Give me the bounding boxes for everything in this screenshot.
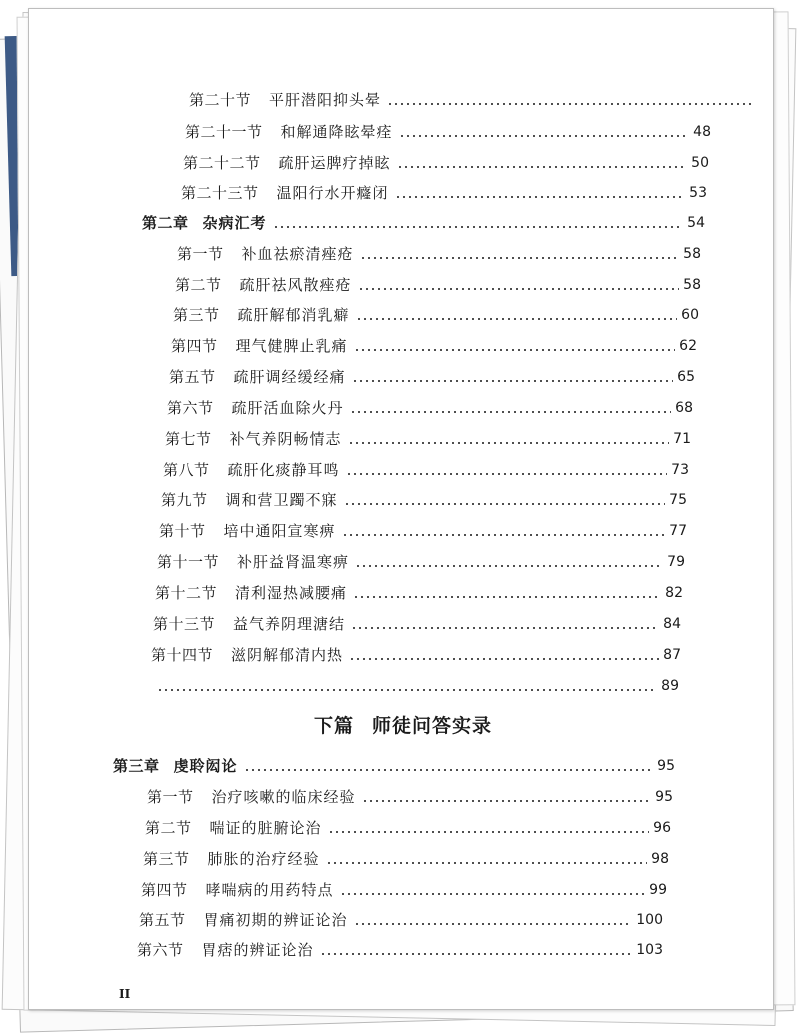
toc-section-number: 第六节 [167, 399, 214, 417]
toc-entry[interactable] [163, 461, 689, 479]
toc-section-title: 清利湿热减腰痛 [235, 584, 348, 602]
toc-section-title: 疏肝活血除火丹 [231, 399, 344, 417]
toc-leader-dots [351, 627, 659, 629]
toc-page-number: 99 [649, 882, 667, 898]
toc-section-number: 第二十节 [189, 91, 252, 109]
toc-chapter-number: 第三章 [113, 757, 160, 775]
toc-leader-dots [346, 473, 668, 475]
toc-entry[interactable] [169, 368, 695, 386]
toc-page-number: 75 [669, 492, 687, 508]
toc-entry[interactable] [165, 430, 691, 448]
toc-page-number: 79 [667, 554, 685, 570]
toc-entry[interactable] [161, 491, 687, 509]
toc-section-number: 第二十三节 [181, 184, 259, 202]
toc-entry[interactable] [139, 911, 663, 929]
toc-section-number: 第一节 [177, 245, 224, 263]
toc-leader-dots [273, 226, 684, 228]
toc-section-number: 第一节 [147, 788, 194, 806]
toc-leader-dots [353, 596, 661, 598]
toc-section-number: 第三节 [173, 306, 220, 324]
toc-leader-dots [355, 565, 663, 567]
toc-page-number: 65 [677, 369, 695, 385]
toc-chapter-title: 杂病汇考 [202, 214, 267, 232]
toc-entry[interactable] [141, 881, 667, 899]
toc-entry-continuation[interactable] [151, 677, 679, 695]
toc-section-title: 理气健脾止乳痛 [235, 337, 348, 355]
toc-section-number: 第十节 [159, 522, 206, 540]
toc-page-number: 98 [651, 851, 669, 867]
toc-entry[interactable] [189, 91, 759, 109]
toc-page-number: 50 [691, 155, 709, 171]
page-folio: II [119, 987, 131, 1001]
toc-section-number: 第五节 [169, 368, 216, 386]
toc-leader-dots [344, 503, 666, 505]
toc-leader-dots [387, 103, 755, 105]
toc-page-number: 96 [653, 820, 671, 836]
toc-page-number: 84 [663, 616, 681, 632]
toc-page-number: 71 [673, 431, 691, 447]
toc-page-number: 54 [687, 215, 705, 231]
toc-leader-dots [360, 257, 680, 259]
toc-section-title: 肺胀的治疗经验 [207, 850, 320, 868]
toc-page-number: 95 [655, 789, 673, 805]
toc-section-number: 第二十二节 [183, 154, 261, 172]
toc-entry[interactable] [157, 553, 685, 571]
toc-leader-dots [350, 411, 672, 413]
toc-leader-dots [348, 442, 670, 444]
toc-entry[interactable] [151, 646, 681, 664]
toc-leader-dots [356, 318, 678, 320]
toc-page-number: 95 [657, 758, 675, 774]
toc-leader-dots [320, 953, 633, 955]
toc-leader-dots [157, 689, 657, 691]
toc-section-title: 平肝潜阳抑头晕 [269, 91, 382, 109]
toc-entry[interactable] [171, 337, 697, 355]
toc-section-title: 疏肝解郁消乳癖 [237, 306, 350, 324]
toc-section-title: 疏肝祛风散痤疮 [239, 276, 352, 294]
toc-entry[interactable] [167, 399, 693, 417]
toc-leader-dots [395, 196, 686, 198]
toc-section-title: 补气养阴畅情志 [229, 430, 342, 448]
toc-page-number: 100 [636, 912, 663, 928]
toc-section-number: 第二十一节 [185, 123, 263, 141]
toc-section-title: 益气养阴理溏结 [233, 615, 346, 633]
toc-entry[interactable] [185, 123, 711, 141]
toc-page-number: 77 [669, 523, 687, 539]
toc-section-title: 调和营卫躅不寐 [225, 491, 338, 509]
toc-entry[interactable] [159, 522, 687, 540]
toc-leader-dots [358, 288, 680, 290]
toc-entry[interactable] [183, 154, 709, 172]
toc-section-title: 疏肝调经缓经痛 [233, 368, 346, 386]
toc-entry[interactable] [181, 184, 707, 202]
toc-section-number: 第十一节 [157, 553, 220, 571]
toc-section-number: 第六节 [137, 941, 184, 959]
toc-section-number: 第四节 [171, 337, 218, 355]
part-label: 下篇 [314, 715, 355, 737]
toc-page-number: 87 [663, 647, 681, 663]
toc-entry[interactable] [143, 850, 669, 868]
toc-section-title: 胃痞的辨证论治 [201, 941, 314, 959]
toc-page-number: 60 [681, 307, 699, 323]
toc-entry[interactable] [177, 245, 701, 263]
toc-section-number: 第八节 [163, 461, 210, 479]
toc-page-number: 58 [683, 246, 701, 262]
part-heading [314, 711, 492, 738]
toc-page-number: 53 [689, 185, 707, 201]
toc-leader-dots [244, 769, 654, 771]
toc-entry[interactable] [145, 819, 671, 837]
toc-page-number: 82 [665, 585, 683, 601]
toc-section-title: 胃痛初期的辨证论治 [203, 911, 348, 929]
toc-leader-dots [354, 349, 676, 351]
toc-section-title: 滋阴解郁清内热 [231, 646, 344, 664]
toc-leader-dots [397, 166, 688, 168]
toc-page-number: 58 [683, 277, 701, 293]
toc-section-number: 第三节 [143, 850, 190, 868]
toc-chapter[interactable] [142, 214, 705, 232]
part-title: 师徒问答实录 [372, 715, 493, 737]
toc-leader-dots [326, 862, 648, 864]
toc-entry[interactable] [155, 584, 683, 602]
toc-entry[interactable] [137, 941, 663, 959]
toc-leader-dots [342, 534, 666, 536]
toc-leader-dots [352, 380, 674, 382]
toc-chapter[interactable] [113, 757, 675, 775]
toc-leader-dots [362, 800, 652, 802]
toc-entry[interactable] [175, 276, 701, 294]
toc-section-number: 第七节 [165, 430, 212, 448]
toc-section-title: 哮喘病的用药特点 [205, 881, 334, 899]
toc-page-number: 103 [636, 942, 663, 958]
toc-section-number: 第十三节 [153, 615, 216, 633]
toc-page-number: 68 [675, 400, 693, 416]
toc-section-title: 疏肝化痰静耳鸣 [227, 461, 340, 479]
toc-section-title: 和解通降眩晕痊 [280, 123, 393, 141]
toc-section-number: 第二节 [175, 276, 222, 294]
toc-entry[interactable] [173, 306, 699, 324]
toc-section-title: 疏肝运脾疗掉眩 [278, 154, 391, 172]
toc-section-number: 第四节 [141, 881, 188, 899]
toc-leader-dots [349, 658, 659, 660]
toc-section-title: 温阳行水开癃闭 [276, 184, 389, 202]
toc-section-title: 补血祛瘀清痤疮 [241, 245, 354, 263]
toc-section-number: 第十四节 [151, 646, 214, 664]
toc-entry[interactable] [153, 615, 681, 633]
toc-page-number: 62 [679, 338, 697, 354]
toc-section-title: 培中通阳宣寒痹 [223, 522, 336, 540]
toc-page-number: 48 [693, 124, 711, 140]
toc-chapter-title: 虔聆闳论 [173, 757, 238, 775]
toc-section-number: 第十二节 [155, 584, 218, 602]
toc-page-number: 89 [661, 678, 679, 694]
toc-page [28, 8, 774, 1010]
toc-section-number: 第二节 [145, 819, 192, 837]
toc-section-number: 第九节 [161, 491, 208, 509]
toc-section-title: 补肝益肾温寒痹 [237, 553, 350, 571]
toc-leader-dots [399, 135, 690, 137]
toc-leader-dots [340, 893, 646, 895]
toc-leader-dots [328, 831, 650, 833]
toc-page-number: 73 [671, 462, 689, 478]
toc-chapter-number: 第二章 [142, 214, 189, 232]
toc-entry[interactable] [147, 788, 673, 806]
toc-leader-dots [354, 923, 633, 925]
toc-section-title: 喘证的脏腑论治 [209, 819, 322, 837]
toc-section-number: 第五节 [139, 911, 186, 929]
toc-section-title: 治疗咳嗽的临床经验 [211, 788, 356, 806]
